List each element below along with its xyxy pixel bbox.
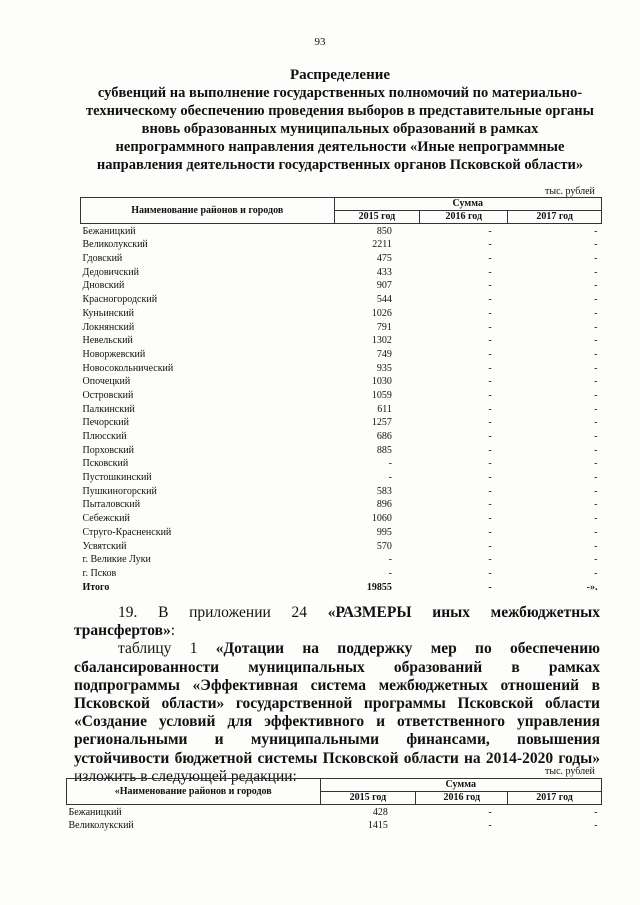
district-name: Струго-Красненский <box>82 526 172 538</box>
value-2016: - <box>488 567 492 579</box>
total-2015: 19855 <box>366 581 392 593</box>
value-2016: - <box>488 458 492 470</box>
table2-body <box>67 805 602 833</box>
table2-header-2015: 2015 год <box>320 792 416 805</box>
table2-header-2016: 2016 год <box>416 792 508 805</box>
value-2015: 1026 <box>371 307 392 319</box>
value-2015: 1257 <box>371 417 392 429</box>
value-2015: 896 <box>376 499 392 511</box>
district-name: Псковский <box>82 458 129 470</box>
value-2017: - <box>594 458 598 470</box>
value-2017: - <box>594 806 598 818</box>
table-row <box>81 498 602 512</box>
heading-line: направления деятельности государственных органов Псковской области» <box>96 157 584 173</box>
total-2017: -». <box>586 581 598 593</box>
document-heading <box>60 66 620 174</box>
value-2015: 1415 <box>367 820 388 832</box>
page-number: 93 <box>314 36 326 48</box>
value-2017: - <box>594 485 598 497</box>
district-name: Новосокольнический <box>82 362 174 374</box>
table-row <box>81 484 602 498</box>
heading-line: субвенций на выполнение государственных полномочий по материально- <box>97 85 583 101</box>
district-name: Великолукский <box>82 239 148 251</box>
item-19-body-tail: изложить в следующей редакции: <box>74 767 297 785</box>
value-2017: - <box>594 526 598 538</box>
table1-unit: тыс. рублей <box>545 186 595 197</box>
value-2016: - <box>488 280 492 292</box>
total-label: Итого <box>82 581 110 593</box>
value-2015: 885 <box>376 444 392 456</box>
value-2015: 1302 <box>371 335 392 347</box>
value-2015: 935 <box>376 362 392 374</box>
total-row <box>81 580 602 594</box>
district-name: Гдовский <box>82 253 123 265</box>
district-name: Бежаницкий <box>68 806 122 818</box>
value-2015: - <box>388 567 392 579</box>
district-name: Себежский <box>82 513 130 525</box>
value-2015: - <box>388 554 392 566</box>
heading-line: вновь образованных муниципальных образований в рамках <box>141 121 539 137</box>
value-2017: - <box>594 554 598 566</box>
table1-body <box>81 224 602 594</box>
table2-header-sum: Сумма <box>320 779 602 792</box>
table2-header-name: «Наименование районов и городов <box>67 779 321 805</box>
value-2015: 791 <box>376 321 392 333</box>
value-2015: 907 <box>376 280 392 292</box>
table-row <box>81 251 602 265</box>
table-row <box>81 238 602 252</box>
value-2015: 850 <box>376 225 392 237</box>
value-2016: - <box>488 335 492 347</box>
value-2016: - <box>488 294 492 306</box>
district-name: Пушкиногорский <box>82 485 157 497</box>
value-2016: - <box>488 417 492 429</box>
value-2016: - <box>488 513 492 525</box>
value-2016: - <box>488 472 492 484</box>
value-2016: - <box>488 362 492 374</box>
value-2017: - <box>594 567 598 579</box>
value-2017: - <box>594 513 598 525</box>
table-row <box>81 334 602 348</box>
district-name: Красногородский <box>82 294 158 306</box>
value-2017: - <box>594 362 598 374</box>
value-2017: - <box>594 444 598 456</box>
district-name: Порховский <box>82 444 135 456</box>
table-row <box>81 306 602 320</box>
value-2017: - <box>594 417 598 429</box>
table1-header-2015: 2015 год <box>334 211 420 224</box>
table-row <box>81 511 602 525</box>
table1-header-sum: Сумма <box>334 198 601 211</box>
table-row <box>67 805 602 819</box>
value-2016: - <box>488 485 492 497</box>
value-2016: - <box>488 554 492 566</box>
table-row <box>81 224 602 238</box>
value-2016: - <box>488 376 492 388</box>
value-2017: - <box>594 280 598 292</box>
table-row <box>81 566 602 580</box>
item-19-text <box>74 604 600 786</box>
heading-line: техническому обеспечению проведения выборов в представительные органы <box>86 103 594 119</box>
table-row <box>81 402 602 416</box>
value-2016: - <box>488 225 492 237</box>
table-row <box>81 429 602 443</box>
heading-line: непрограммного направления деятельности «Иные непрограммные <box>115 139 565 155</box>
value-2015: 749 <box>376 348 392 360</box>
value-2016: - <box>488 526 492 538</box>
value-2017: - <box>594 307 598 319</box>
table1-header-2016: 2016 год <box>420 211 508 224</box>
district-name: Куньинский <box>82 307 135 319</box>
value-2017: - <box>594 376 598 388</box>
grants-table <box>66 778 602 832</box>
value-2015: - <box>388 472 392 484</box>
value-2016: - <box>488 389 492 401</box>
table-row <box>81 416 602 430</box>
value-2017: - <box>594 335 598 347</box>
value-2015: 1059 <box>371 389 392 401</box>
table-row <box>81 361 602 375</box>
table-row <box>81 525 602 539</box>
district-name: Новоржевский <box>82 348 146 360</box>
value-2017: - <box>594 294 598 306</box>
value-2016: - <box>488 431 492 442</box>
district-name: Дедовичский <box>82 266 139 278</box>
table-row <box>81 320 602 334</box>
table1-header-2017: 2017 год <box>508 211 602 224</box>
value-2016: - <box>488 239 492 251</box>
table-row <box>81 457 602 471</box>
distribution-table <box>80 197 602 594</box>
table-row <box>81 265 602 279</box>
value-2015: 583 <box>376 485 392 497</box>
value-2016: - <box>488 348 492 360</box>
value-2017: - <box>594 820 598 832</box>
value-2017: - <box>594 239 598 251</box>
table2-header-2017: 2017 год <box>508 792 602 805</box>
value-2015: 428 <box>372 806 388 818</box>
district-name: Пыталовский <box>82 499 141 511</box>
table2-unit: тыс. рублей <box>545 766 595 777</box>
table-row <box>81 470 602 484</box>
district-name: Палкинский <box>82 403 135 415</box>
district-name: г. Псков <box>82 567 117 579</box>
district-name: Плюсский <box>82 431 127 442</box>
heading-title: Распределение <box>289 67 391 83</box>
value-2016: - <box>488 266 492 278</box>
value-2015: 475 <box>376 253 392 265</box>
district-name: Бежаницкий <box>82 225 136 237</box>
value-2016: - <box>488 806 492 818</box>
value-2017: - <box>594 253 598 265</box>
district-name: Пустошкинский <box>82 472 152 484</box>
value-2016: - <box>488 499 492 511</box>
value-2017: - <box>594 540 598 552</box>
item-19-colon: : <box>170 622 176 640</box>
table-row <box>81 388 602 402</box>
table-row <box>81 347 602 361</box>
item-19-title: «РАЗМЕРЫ иных межбюджетных трансфертов» <box>74 604 600 640</box>
district-name: Невельский <box>82 335 133 347</box>
district-name: Дновский <box>82 280 125 292</box>
value-2017: - <box>594 348 598 360</box>
table-row <box>67 819 602 833</box>
district-name: Опочецкий <box>82 376 131 388</box>
value-2016: - <box>488 540 492 552</box>
table-row <box>81 292 602 306</box>
value-2016: - <box>488 253 492 265</box>
table-row <box>81 553 602 567</box>
value-2016: - <box>488 820 492 832</box>
table-row <box>81 279 602 293</box>
district-name: Усвятский <box>82 540 127 552</box>
table-row <box>81 375 602 389</box>
value-2015: - <box>388 458 392 470</box>
district-name: г. Великие Луки <box>82 554 151 566</box>
value-2017: - <box>594 472 598 484</box>
value-2015: 995 <box>376 526 392 538</box>
value-2015: 570 <box>376 540 392 552</box>
district-name: Локнянский <box>82 321 135 333</box>
value-2017: - <box>594 389 598 401</box>
value-2015: 611 <box>377 403 392 415</box>
district-name: Островский <box>82 389 134 401</box>
value-2017: - <box>594 403 598 415</box>
district-name: Великолукский <box>68 820 134 832</box>
value-2016: - <box>488 403 492 415</box>
item-19-body-bold: «Дотации на поддержку мер по обеспечению сбалансированности муниципальных образований в рамках подпрограммы «Эффективная система межбюджетных отношений в Псковской области» государственной программы Псковской области «Создание условий для эффективного и ответственного управления региональными и муниципальными финансами, повышения устойчивости бюджетной системы Псковской области на 2014-2020 годы» <box>74 640 601 767</box>
value-2015: 1030 <box>371 376 392 388</box>
item-19-intro: 19. В приложении 24 <box>118 604 328 621</box>
value-2015: 544 <box>376 294 392 306</box>
value-2016: - <box>488 321 492 333</box>
value-2015: 433 <box>376 266 392 278</box>
value-2015: 1060 <box>371 513 392 525</box>
value-2016: - <box>488 444 492 456</box>
table-row <box>81 443 602 457</box>
value-2015: 686 <box>376 431 392 442</box>
total-2016: - <box>488 581 492 593</box>
value-2015: 2211 <box>372 239 392 251</box>
item-19-body-lead: таблицу 1 <box>118 640 216 658</box>
value-2017: - <box>594 266 598 278</box>
value-2017: - <box>594 321 598 333</box>
table-row <box>81 539 602 553</box>
table1-header-name: Наименование районов и городов <box>81 198 335 224</box>
value-2017: - <box>594 431 598 442</box>
value-2017: - <box>594 225 598 237</box>
district-name: Печорский <box>82 417 129 429</box>
value-2016: - <box>488 307 492 319</box>
value-2017: - <box>594 499 598 511</box>
